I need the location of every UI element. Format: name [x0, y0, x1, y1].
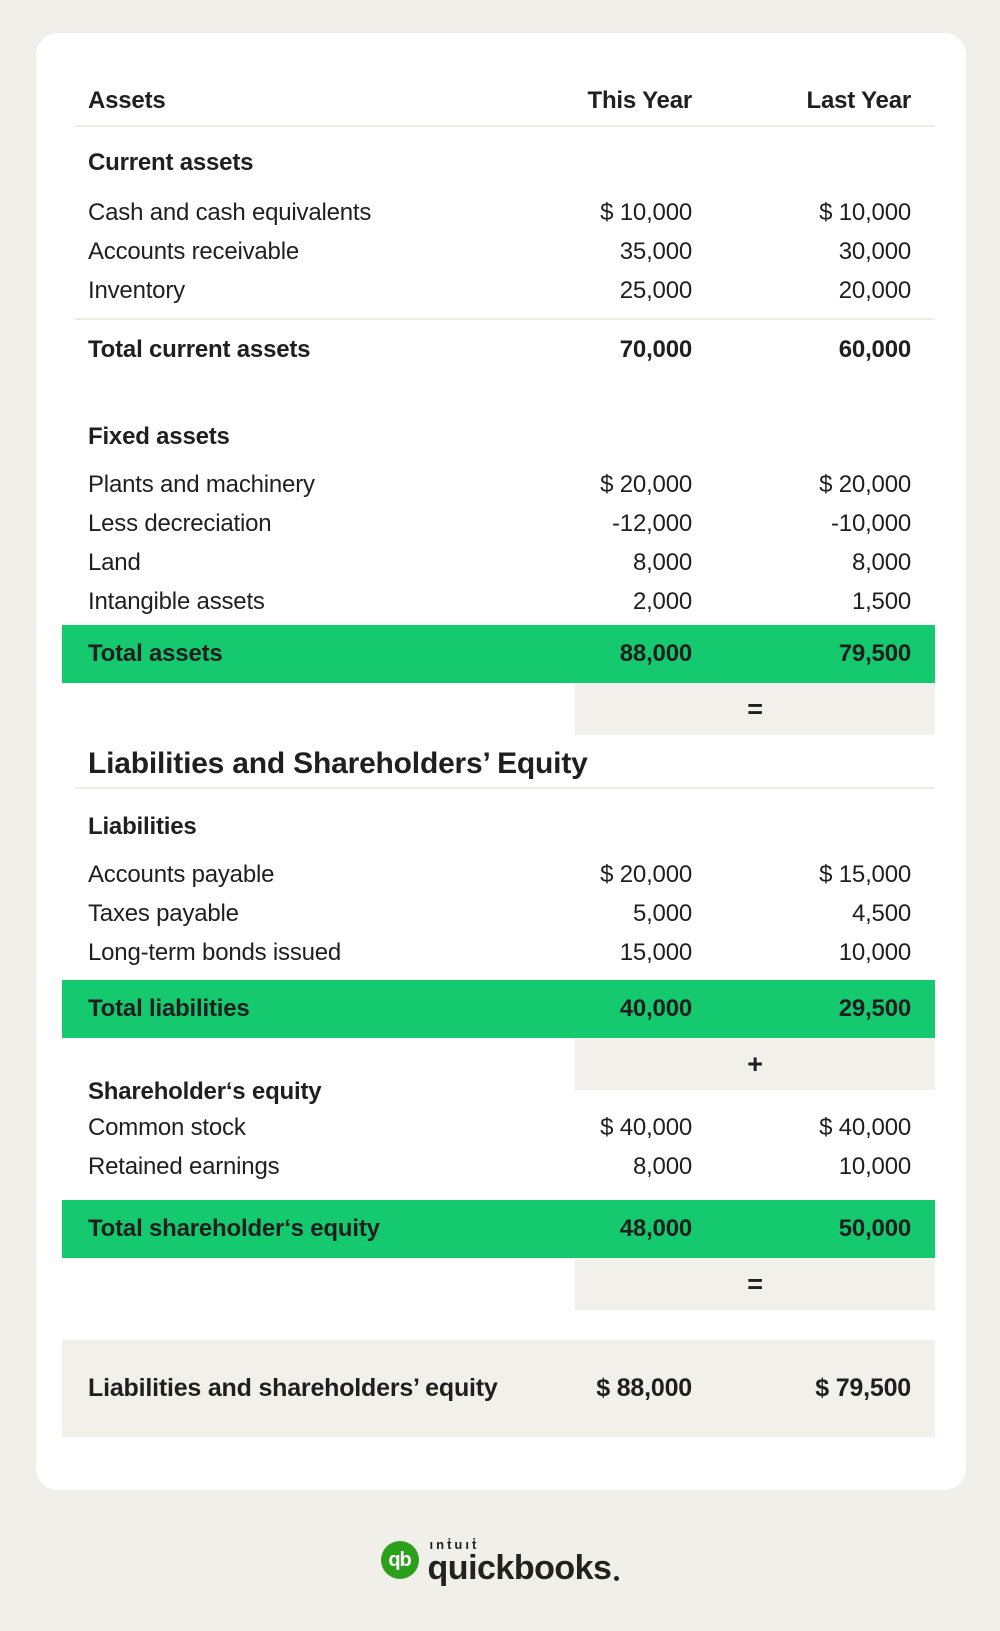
row-this-year: 25,000: [619, 276, 692, 304]
intuit-wordmark: ınṫuıṫ: [429, 1537, 480, 1552]
row-this-year: 8,000: [632, 548, 692, 576]
row-last-year: 79,500: [838, 640, 911, 667]
row-last-year: 29,500: [838, 995, 911, 1022]
divider: [75, 787, 935, 789]
row-label: Cash and cash equivalents: [88, 198, 372, 226]
quickbooks-qb-icon: qb: [381, 1541, 419, 1579]
divider: [75, 125, 935, 127]
row-label: Total current assets: [88, 335, 311, 363]
grand-total-row: [62, 1340, 935, 1437]
registered-mark-dot: [614, 1576, 619, 1581]
row-this-year: -12,000: [612, 509, 692, 537]
row-last-year: -10,000: [831, 509, 911, 537]
row-last-year: 60,000: [838, 335, 911, 363]
row-this-year: 35,000: [619, 237, 692, 265]
table-row: [88, 543, 911, 582]
row-label: Liabilities and shareholders’ equity: [88, 1374, 498, 1402]
equals-sign: =: [575, 683, 935, 735]
row-this-year: 15,000: [619, 938, 692, 966]
row-label: Total liabilities: [88, 995, 250, 1022]
row-last-year: 10,000: [838, 938, 911, 966]
total-shareholders-equity-bar: [62, 1200, 935, 1258]
row-this-year: 2,000: [632, 587, 692, 615]
row-label: Retained earnings: [88, 1152, 280, 1180]
row-last-year: $ 20,000: [819, 470, 911, 498]
row-label: Less decreciation: [88, 509, 272, 537]
row-last-year: 8,000: [851, 548, 911, 576]
row-last-year: $ 40,000: [819, 1113, 911, 1141]
quickbooks-wordmark: quickbooks: [427, 1549, 612, 1587]
quickbooks-logo: [0, 1538, 1000, 1585]
row-last-year: 30,000: [838, 237, 911, 265]
row-this-year: 70,000: [619, 335, 692, 363]
row-last-year: $ 10,000: [819, 198, 911, 226]
row-label: Taxes payable: [88, 899, 239, 927]
table-row: [88, 504, 911, 543]
row-label: Long-term bonds issued: [88, 938, 342, 966]
row-this-year: 40,000: [619, 995, 692, 1022]
header-last-year: Last Year: [806, 87, 911, 114]
row-this-year: $ 88,000: [596, 1374, 692, 1402]
section-heading-fixed-assets: Fixed assets: [88, 423, 230, 450]
row-label: Common stock: [88, 1113, 246, 1141]
row-this-year: $ 20,000: [600, 860, 692, 888]
equals-row: [62, 683, 935, 735]
total-assets-bar: [62, 625, 935, 683]
section-heading-current-assets: Current assets: [88, 149, 254, 176]
row-last-year: 50,000: [838, 1215, 911, 1242]
row-last-year: $ 15,000: [819, 860, 911, 888]
table-row: [88, 933, 911, 972]
equals-row: [62, 1258, 935, 1310]
equals-sign: =: [575, 1258, 935, 1310]
header-assets: Assets: [88, 87, 166, 114]
row-label: Total assets: [88, 640, 223, 667]
total-current-assets-row: [88, 330, 911, 369]
header-this-year: This Year: [587, 87, 692, 114]
row-this-year: 48,000: [619, 1215, 692, 1242]
table-row: [88, 271, 911, 310]
table-row: [88, 894, 911, 933]
row-last-year: 1,500: [851, 587, 911, 615]
divider: [75, 318, 935, 320]
row-label: Total shareholder‘s equity: [88, 1215, 380, 1242]
table-row: [88, 855, 911, 894]
table-row: [88, 232, 911, 271]
table-row: [88, 582, 911, 621]
row-label: Intangible assets: [88, 587, 265, 615]
plus-row: [62, 1038, 935, 1105]
row-last-year: 20,000: [838, 276, 911, 304]
table-row: [88, 465, 911, 504]
row-this-year: 8,000: [632, 1152, 692, 1180]
row-this-year: 88,000: [619, 640, 692, 667]
row-this-year: 5,000: [632, 899, 692, 927]
row-last-year: 4,500: [851, 899, 911, 927]
table-row: [88, 1108, 911, 1147]
balance-sheet-card: [36, 33, 966, 1490]
row-label: Accounts receivable: [88, 237, 299, 265]
row-label: Plants and machinery: [88, 470, 315, 498]
row-last-year: 10,000: [838, 1152, 911, 1180]
row-this-year: $ 20,000: [600, 470, 692, 498]
row-last-year: $ 79,500: [815, 1374, 911, 1402]
section-heading-shareholders-equity: Shareholder‘s equity: [88, 1078, 322, 1105]
table-row: [88, 193, 911, 232]
row-label: Accounts payable: [88, 860, 275, 888]
table-row: [88, 1147, 911, 1186]
row-this-year: $ 10,000: [600, 198, 692, 226]
table-header-row: [88, 83, 911, 119]
section-heading-liabilities: Liabilities: [88, 813, 197, 840]
row-label: Inventory: [88, 276, 185, 304]
row-this-year: $ 40,000: [600, 1113, 692, 1141]
liabilities-equity-heading: Liabilities and Shareholders’ Equity: [88, 747, 588, 780]
plus-sign: +: [575, 1038, 935, 1090]
total-liabilities-bar: [62, 980, 935, 1038]
row-label: Land: [88, 548, 141, 576]
